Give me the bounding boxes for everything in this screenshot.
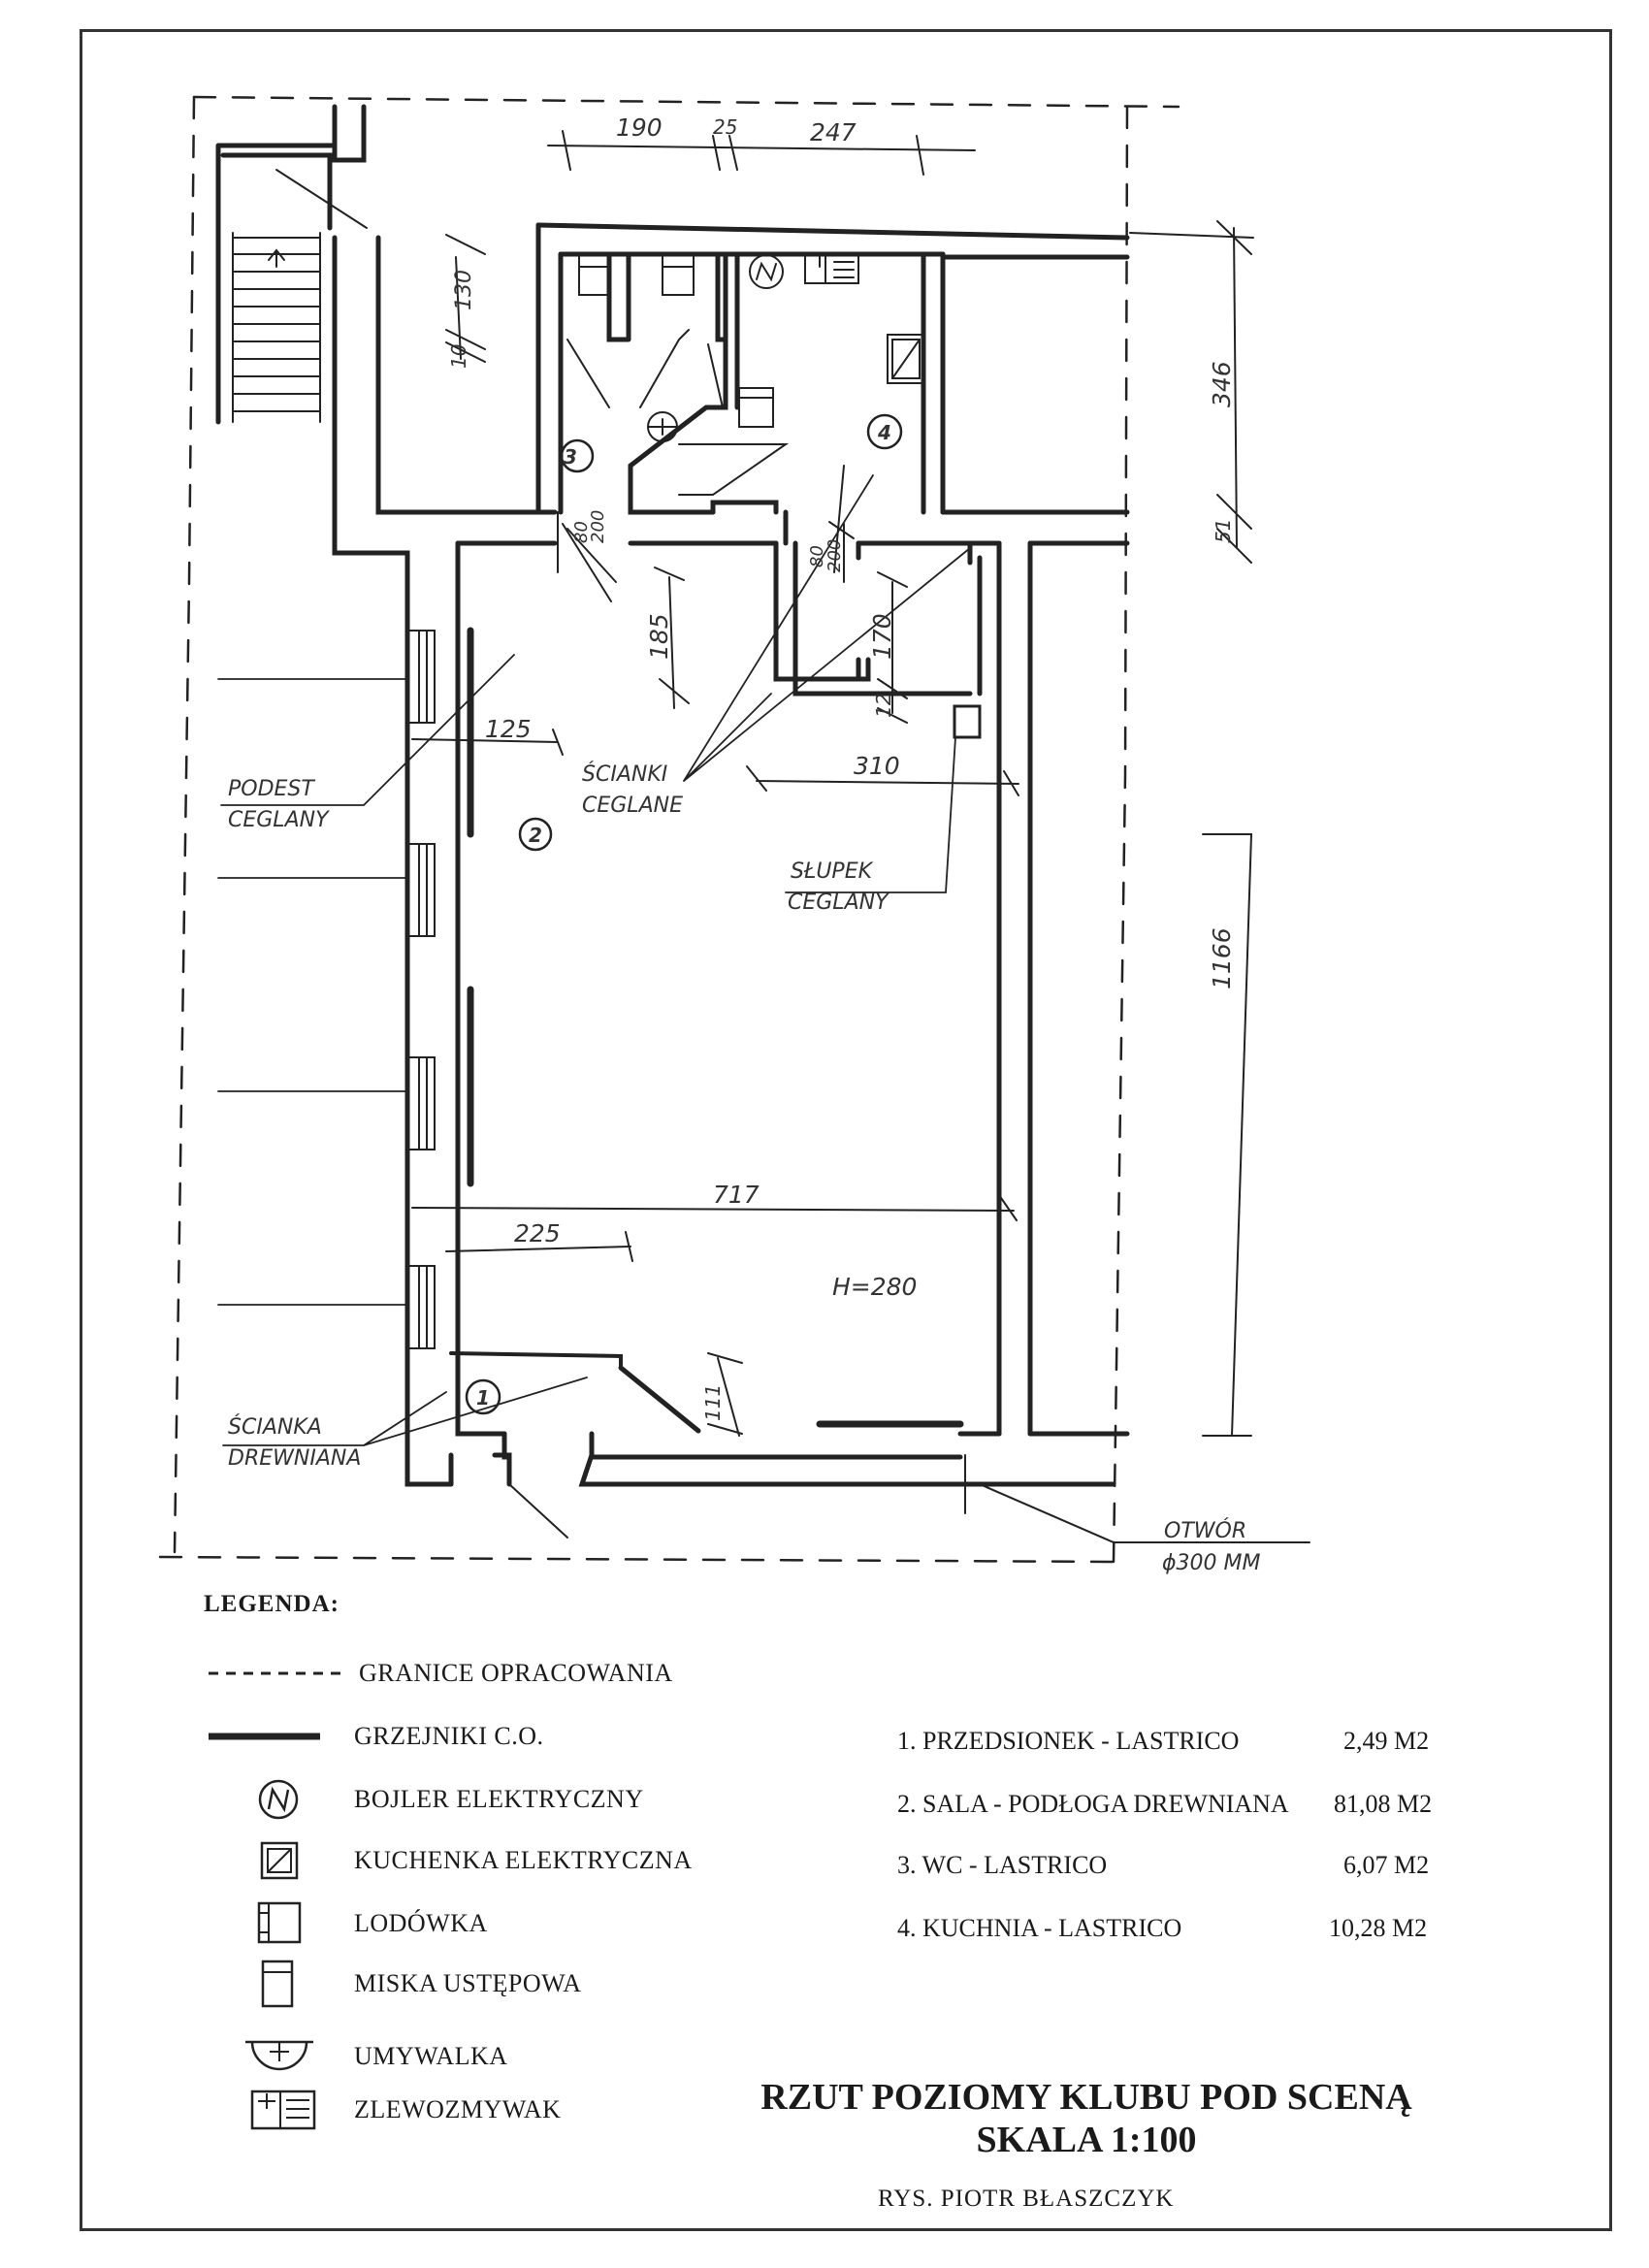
dim-10: 10 <box>447 343 470 369</box>
room-row-4 <box>897 1914 1428 1943</box>
dim-225: 225 <box>514 1219 561 1247</box>
dim-247: 247 <box>810 118 857 146</box>
thick-line-icon <box>209 1732 325 1741</box>
legend-item-boundary <box>209 1649 673 1698</box>
legend-label: GRZEJNIKI C.O. <box>354 1722 544 1750</box>
legend-label: GRANICE OPRACOWANIA <box>359 1659 673 1687</box>
room-row-2 <box>897 1790 1433 1819</box>
legend-title: LEGENDA: <box>204 1591 340 1617</box>
dim-170: 170 <box>868 613 896 660</box>
room-area: 6,07 M2 <box>1343 1851 1430 1879</box>
scianki-label-2: CEGLANE <box>582 794 683 818</box>
slupek-label-2: CEGLANY <box>788 891 889 915</box>
legend-label: KUCHENKA ELEKTRYCZNA <box>354 1846 693 1874</box>
drawing-title <box>718 2076 1455 2161</box>
dim-25: 25 <box>713 115 738 139</box>
dim-125: 125 <box>485 715 532 743</box>
dim-717: 717 <box>713 1181 760 1209</box>
room-area: 81,08 M2 <box>1334 1790 1433 1818</box>
room-row-1 <box>897 1727 1430 1756</box>
legend-label: UMYWALKA <box>354 2042 508 2070</box>
washbasin-icon <box>209 2034 325 2079</box>
legend-item-toilet <box>209 1960 582 2008</box>
otwor-label-2: ϕ300 MM <box>1162 1551 1261 1575</box>
legend-label: LODÓWKA <box>354 1909 488 1937</box>
room-row-3 <box>897 1851 1430 1880</box>
scianki-label-1: ŚCIANKI <box>582 762 668 787</box>
scianka-label-1: ŚCIANKA <box>228 1415 322 1440</box>
legend-label: BOJLER ELEKTRYCZNY <box>354 1785 644 1813</box>
legend-label: ZLEWOZMYWAK <box>354 2095 562 2123</box>
legend-item-washbasin <box>209 2032 508 2081</box>
room-name: 1. PRZEDSIONEK - LASTRICO <box>897 1727 1240 1755</box>
toilet-icon <box>209 1958 325 2010</box>
legend-item-sink <box>209 2086 562 2134</box>
title-line-2: SKALA 1:100 <box>976 2120 1197 2160</box>
stair-treads <box>233 233 320 422</box>
podest-label-2: CEGLANY <box>228 808 329 832</box>
dim-80-a: 80 <box>571 521 592 543</box>
dim-310: 310 <box>854 752 900 780</box>
dim-1166: 1166 <box>1208 927 1236 989</box>
room-name: 3. WC - LASTRICO <box>897 1851 1108 1879</box>
legend-label: MISKA USTĘPOWA <box>354 1969 582 1997</box>
room-area: 10,28 M2 <box>1329 1914 1428 1942</box>
otwor-label-1: OTWÓR <box>1164 1519 1247 1543</box>
room-area: 2,49 M2 <box>1343 1727 1430 1755</box>
title-line-1: RZUT POZIOMY KLUBU POD SCENĄ <box>760 2077 1412 2118</box>
room-name: 2. SALA - PODŁOGA DREWNIANA <box>897 1790 1289 1818</box>
slupek-label-1: SŁUPEK <box>791 859 873 884</box>
dim-200-a: 200 <box>588 509 608 543</box>
room-name: 4. KUCHNIA - LASTRICO <box>897 1914 1182 1942</box>
dim-80-b: 80 <box>807 545 827 567</box>
legend-item-fridge <box>209 1899 488 1948</box>
room-number-1: 1 <box>476 1386 490 1409</box>
author-credit: RYS. PIOTR BŁASZCZYK <box>878 2186 1175 2212</box>
room-number-4: 4 <box>878 421 891 444</box>
dashed-line-icon <box>209 1669 344 1678</box>
dim-200-b: 200 <box>824 538 845 572</box>
fridge-icon <box>209 1899 325 1948</box>
dim-185: 185 <box>645 613 673 660</box>
dim-346: 346 <box>1208 361 1236 407</box>
dim-51: 51 <box>1212 518 1235 543</box>
room-number-2: 2 <box>529 824 542 847</box>
legend-item-boiler <box>209 1775 644 1824</box>
scianka-label-2: DREWNIANA <box>228 1446 362 1471</box>
legend-item-stove <box>209 1836 693 1885</box>
stove-icon <box>209 1838 325 1883</box>
legend-item-radiator <box>209 1712 544 1761</box>
podest-label-1: PODEST <box>228 777 314 801</box>
dim-111: 111 <box>701 1383 725 1421</box>
sink-icon <box>209 2086 325 2134</box>
dim-130: 130 <box>452 270 476 310</box>
dim-190: 190 <box>616 113 663 142</box>
dimension-lines <box>412 131 1310 1542</box>
room-height-label: H=280 <box>832 1273 918 1301</box>
dim-12: 12 <box>872 693 895 718</box>
boiler-icon <box>209 1777 325 1822</box>
room-number-3: 3 <box>564 445 577 469</box>
